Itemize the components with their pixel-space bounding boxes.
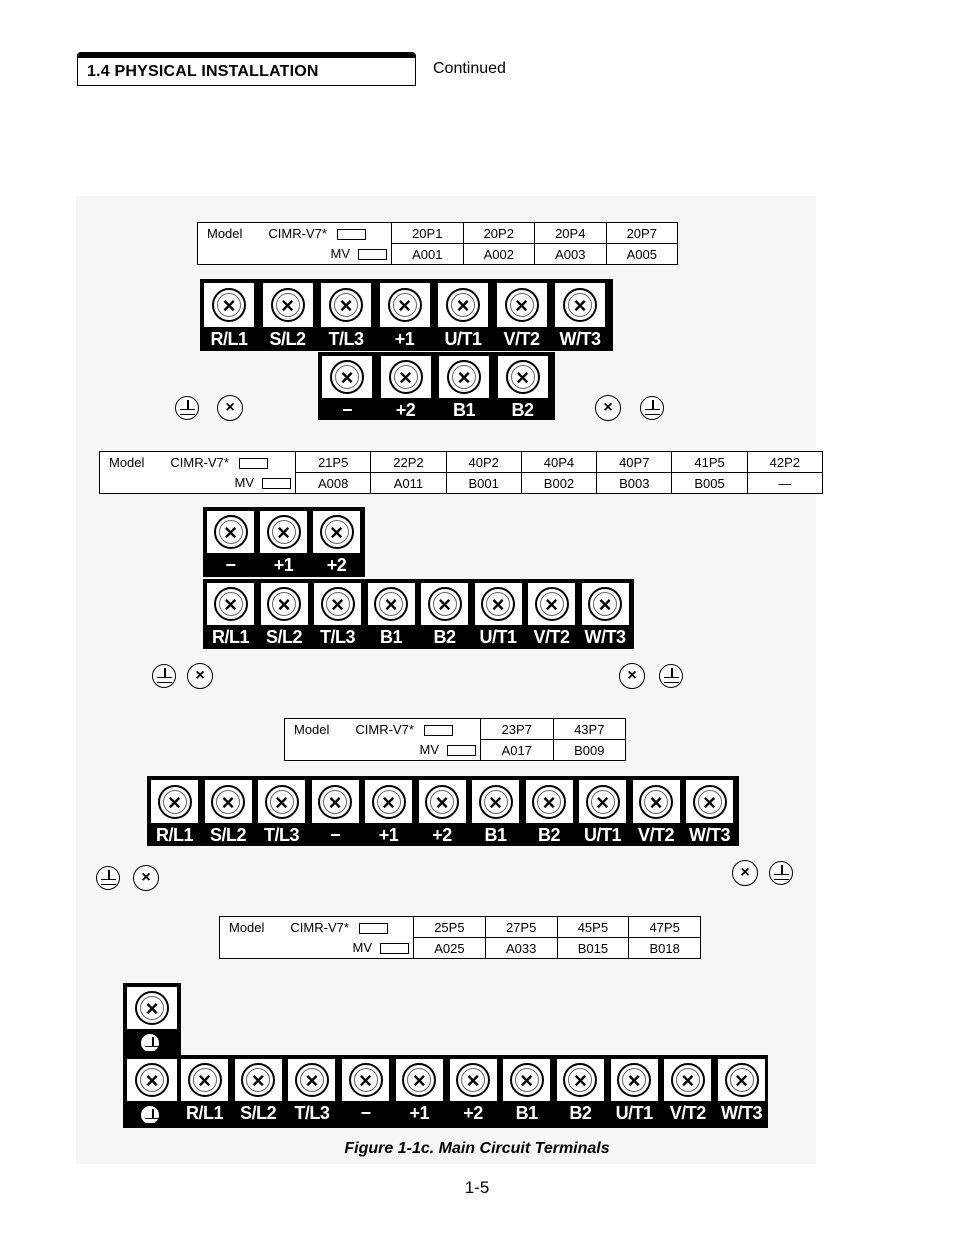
terminal-screw: × xyxy=(262,282,314,328)
terminal-label: R/L1 xyxy=(155,825,193,845)
terminal-screw: × xyxy=(556,1058,605,1102)
terminal-label: T/L3 xyxy=(263,825,299,845)
terminal-screw: × xyxy=(364,779,413,824)
terminal-screw: × xyxy=(581,582,630,626)
figure-caption: Figure 1-1c. Main Circuit Terminals xyxy=(344,1140,610,1157)
table-cell: B002 xyxy=(521,473,596,494)
table-cell: A003 xyxy=(535,244,607,265)
terminal-screw: × xyxy=(312,510,361,554)
terminal-screw: × xyxy=(206,510,255,554)
terminal-label: B2 xyxy=(433,627,456,647)
model-table-3 xyxy=(284,718,626,761)
terminal-label: V/T2 xyxy=(503,329,540,349)
table-cell: 20P7 xyxy=(606,223,678,244)
table-cell: 23P7 xyxy=(481,719,554,740)
terminal-label: V/T2 xyxy=(637,825,674,845)
mv-label: MV xyxy=(419,742,439,758)
terminal-screw: × xyxy=(367,582,416,626)
ground-icon xyxy=(140,1105,160,1125)
terminal-screw: × xyxy=(663,1058,712,1102)
terminal-label: W/T3 xyxy=(559,329,601,349)
terminal-screw: × xyxy=(313,582,362,626)
table-cell: 40P7 xyxy=(597,452,672,473)
terminal-label: U/T1 xyxy=(583,825,621,845)
terminal-screw: × xyxy=(502,1058,551,1102)
table-cell: 25P5 xyxy=(414,917,486,938)
terminal-label: S/L2 xyxy=(209,825,246,845)
terminal-label: W/T3 xyxy=(689,825,730,845)
ground-screw-icon: × xyxy=(187,663,213,689)
terminal-screw: × xyxy=(341,1058,390,1102)
cimr-label: CIMR-V7* xyxy=(355,721,414,737)
terminal-label: R/L1 xyxy=(211,627,249,647)
terminal-screw: × xyxy=(420,582,469,626)
terminal-screw: × xyxy=(395,1058,444,1102)
terminal-label: +1 xyxy=(273,555,294,575)
terminal-label: S/L2 xyxy=(240,1103,277,1123)
table-cell: B005 xyxy=(672,473,747,494)
terminal-screw: × xyxy=(180,1058,229,1102)
terminal-screw: × xyxy=(438,355,490,399)
terminal-screw: × xyxy=(418,779,467,824)
terminal-screw: × xyxy=(474,582,523,626)
ground-screw-icon: × xyxy=(595,395,621,421)
table-cell: 42P2 xyxy=(747,452,822,473)
ground-screw-icon: × xyxy=(217,395,243,421)
table-cell: 20P4 xyxy=(535,223,607,244)
terminal-screw: × xyxy=(150,779,199,824)
terminal-label: B2 xyxy=(569,1103,592,1123)
terminal-label: U/T1 xyxy=(444,329,482,349)
terminal-label: − xyxy=(329,825,340,845)
terminal-screw: × xyxy=(311,779,360,824)
terminal-label: +2 xyxy=(395,400,416,420)
terminal-label: +1 xyxy=(409,1103,430,1123)
terminal-screw: × xyxy=(206,582,255,626)
table-cell: B009 xyxy=(553,740,626,761)
terminal-label: B2 xyxy=(511,400,534,420)
ground-icon xyxy=(140,1033,160,1053)
terminal-screw: × xyxy=(320,282,372,328)
table-cell: 21P5 xyxy=(296,452,371,473)
terminal-label: U/T1 xyxy=(479,627,517,647)
ground-icon xyxy=(769,861,793,885)
ground-icon xyxy=(152,664,176,688)
terminal-label: W/T3 xyxy=(584,627,626,647)
page-number: 1-5 xyxy=(464,1178,490,1197)
ground-screw-icon: × xyxy=(619,663,645,689)
terminal-label: +1 xyxy=(394,329,415,349)
mv-label: MV xyxy=(234,475,254,491)
terminal-label: +2 xyxy=(463,1103,483,1123)
ground-icon xyxy=(640,396,664,420)
terminal-label: T/L3 xyxy=(294,1103,330,1123)
terminal-label: T/L3 xyxy=(328,329,364,349)
table-cell: B018 xyxy=(629,938,701,959)
terminal-label: − xyxy=(360,1103,371,1123)
terminal-label: V/T2 xyxy=(533,627,570,647)
table-cell: A005 xyxy=(606,244,678,265)
table-cell: 22P2 xyxy=(371,452,446,473)
terminal-screw: × xyxy=(717,1058,766,1102)
terminal-label: W/T3 xyxy=(721,1103,762,1123)
ground-screw-icon: × xyxy=(133,865,159,891)
terminal-screw: × xyxy=(578,779,627,824)
terminal-screw: × xyxy=(234,1058,283,1102)
table-cell: A001 xyxy=(392,244,464,265)
terminal-label: +1 xyxy=(378,825,399,845)
terminal-label: R/L1 xyxy=(210,329,248,349)
terminal-screw: × xyxy=(610,1058,659,1102)
terminal-label: S/L2 xyxy=(265,627,302,647)
terminal-label: − xyxy=(341,400,352,420)
terminal-label: B1 xyxy=(452,400,475,420)
terminal-screw: × xyxy=(379,282,431,328)
table-cell: 43P7 xyxy=(553,719,626,740)
terminal-screw: × xyxy=(259,510,308,554)
terminal-screw: × xyxy=(449,1058,498,1102)
terminal-screw: × xyxy=(632,779,681,824)
terminal-screw: × xyxy=(527,582,576,626)
table-cell: A033 xyxy=(485,938,557,959)
model-table-4 xyxy=(219,916,701,959)
terminal-label: T/L3 xyxy=(319,627,355,647)
section-title: 1.4 PHYSICAL INSTALLATION xyxy=(87,63,319,80)
table-cell: 20P2 xyxy=(463,223,535,244)
terminal-screw: × xyxy=(437,282,489,328)
terminal-label: B1 xyxy=(484,825,507,845)
table-cell: 45P5 xyxy=(557,917,629,938)
model-label: Model xyxy=(294,721,330,737)
model-label: Model xyxy=(207,225,243,241)
table-cell: 40P2 xyxy=(446,452,521,473)
table-cell: 41P5 xyxy=(672,452,747,473)
continued-label: Continued xyxy=(433,60,506,77)
terminal-label: V/T2 xyxy=(669,1103,706,1123)
terminal-screw: × xyxy=(525,779,574,824)
model-label: Model xyxy=(229,919,265,935)
table-cell: B001 xyxy=(446,473,521,494)
ground-icon xyxy=(659,664,683,688)
mv-label: MV xyxy=(352,940,372,956)
terminal-label: +2 xyxy=(326,555,347,575)
terminal-screw: × xyxy=(321,355,373,399)
terminal-label: B1 xyxy=(379,627,402,647)
table-cell: 40P4 xyxy=(521,452,596,473)
table-cell: A002 xyxy=(463,244,535,265)
table-cell: A025 xyxy=(414,938,486,959)
terminal-label: +2 xyxy=(432,825,452,845)
table-cell: 47P5 xyxy=(629,917,701,938)
table-cell: 27P5 xyxy=(485,917,557,938)
table-cell: 20P1 xyxy=(392,223,464,244)
terminal-label: − xyxy=(225,555,236,575)
terminal-screw: × xyxy=(287,1058,336,1102)
table-cell: B003 xyxy=(597,473,672,494)
terminal-screw: × xyxy=(204,779,253,824)
model-table-1 xyxy=(197,222,678,265)
model-label: Model xyxy=(109,454,145,470)
mv-label: MV xyxy=(330,246,350,262)
terminal-label: U/T1 xyxy=(615,1103,653,1123)
terminal-screw: × xyxy=(471,779,520,824)
terminal-screw: × xyxy=(257,779,306,824)
cimr-label: CIMR-V7* xyxy=(170,454,229,470)
terminal-screw: × xyxy=(496,282,548,328)
ground-icon xyxy=(96,866,120,890)
terminal-label: S/L2 xyxy=(269,329,306,349)
terminal-screw: × xyxy=(126,1058,178,1102)
terminal-screw: × xyxy=(380,355,432,399)
table-cell: A011 xyxy=(371,473,446,494)
ground-icon xyxy=(175,396,199,420)
terminal-screw: × xyxy=(203,282,255,328)
terminal-screw: × xyxy=(554,282,606,328)
terminal-label: B1 xyxy=(515,1103,538,1123)
terminal-screw: × xyxy=(260,582,309,626)
table-cell: B015 xyxy=(557,938,629,959)
cimr-label: CIMR-V7* xyxy=(268,225,327,241)
table-cell: A008 xyxy=(296,473,371,494)
terminal-screw: × xyxy=(126,986,178,1030)
table-cell: A017 xyxy=(481,740,554,761)
ground-screw-icon: × xyxy=(732,860,758,886)
cimr-label: CIMR-V7* xyxy=(290,919,349,935)
terminal-label: R/L1 xyxy=(185,1103,223,1123)
terminal-screw: × xyxy=(497,355,549,399)
terminal-screw: × xyxy=(685,779,734,824)
table-cell: — xyxy=(747,473,822,494)
model-table-2 xyxy=(99,451,823,494)
terminal-label: B2 xyxy=(537,825,560,845)
